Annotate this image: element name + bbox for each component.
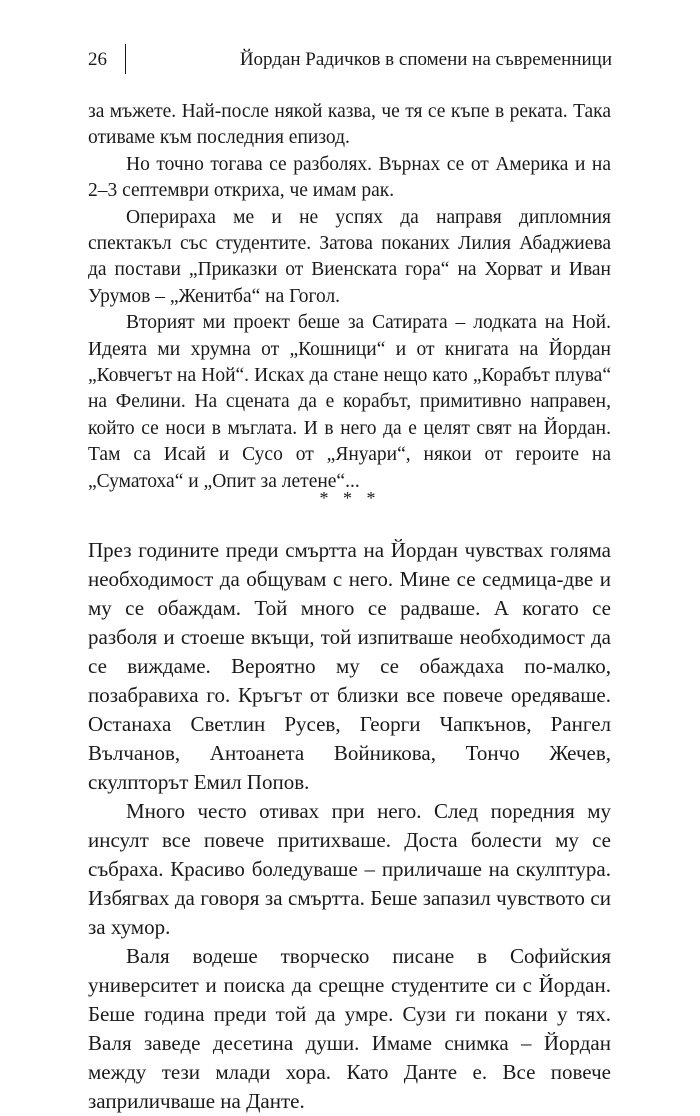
page-number: 26 — [88, 49, 107, 70]
page-header — [88, 44, 612, 72]
paragraph: Валя водеше творческо писане в Софийския университет и поиска да срещне студентите си с Йордан. Беше година преди той да умре. Сузи ги покани у тях. Валя заведе десетина души. Имаме снимка – Йордан между тези млади хора. Като Данте е. Все повече заприличваше на Данте. — [88, 944, 611, 1113]
paragraph: Оперираха ме и не успях да направя дипломния спектакъл със студентите. Затова поканих Лилия Абаджиева да постави „Приказки от Виенската гора“ на Хорват и Иван Урумов – „Женитба“ на Гогол. — [88, 206, 611, 307]
text-section-1 — [88, 99, 611, 495]
paragraph: Много често отивах при него. След поредния му инсулт все повече притихваше. Доста болести му се събраха. Красиво боледуваше – приличаше на скулптура. Избягвах да говоря за смъртта. Беше запазил чувството си за хумор. — [88, 799, 611, 939]
running-title: Йордан Радичков в спомени на съвременници — [239, 49, 612, 70]
section-separator: * * * — [319, 488, 381, 508]
paragraph: Но точно тогава се разболях. Върнах се от Америка и на 2–3 септември откриха, че имам рак. — [88, 153, 611, 202]
paragraph: През годините преди смъртта на Йордан чувствах голяма необходимост да общувам с него. Мине се седмица-две и му се обаждам. Той много се радваше. А когато се разболя и стоеше вкъщи, той изпитваше необходимост да се виждаме. Вероятно му се обаждаха по-малко, позабравиха го. Кръгът от близки все повече оредяваше. Останаха Светлин Русев, Георги Чапкънов, Рангел Вълчанов, Антоанета Войникова, Тончо Жечев, скулпторът Емил Попов. — [88, 538, 611, 794]
text-section-2 — [88, 536, 611, 1116]
paragraph: за мъжете. Най-после някой казва, че тя се къпе в реката. Така отиваме към последния епизод. — [88, 101, 611, 149]
paragraph: Вторият ми проект беше за Сатирата – лодката на Ной. Идеята ми хрумна от „Кошници“ и от книгата на Йордан „Ковчегът на Ной“. Исках да стане нещо като „Корабът плува“ на Фелини. На сцената да е корабът, примитивно направен, който се носи в мъглата. И в него да е целят свят на Йордан. Там са Исай и Сусо от „Януари“, някои от героите на „Суматоха“ и „Опит за летене“... — [88, 312, 611, 492]
header-divider — [125, 44, 126, 74]
